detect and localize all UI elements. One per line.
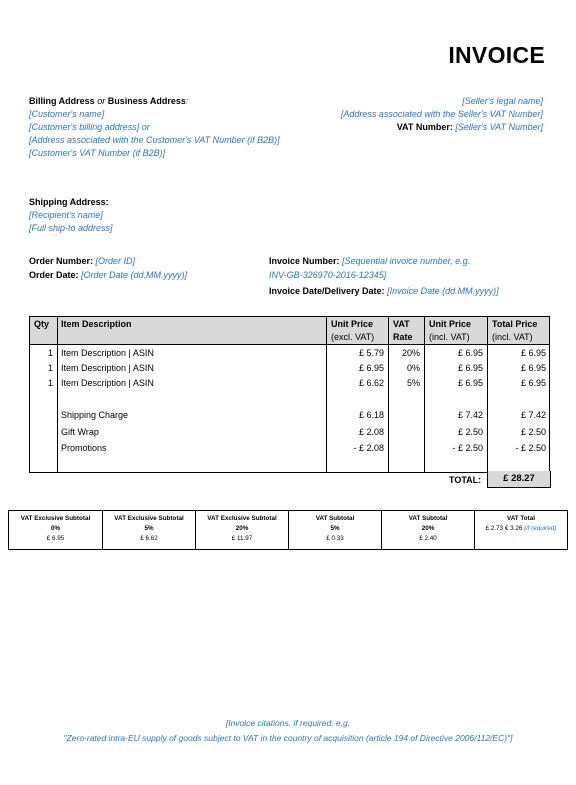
footer-citation-line1: [Invoice citations, if required, e.g.	[225, 718, 351, 728]
seller-address: [Address associated with the Seller's VAT Number]	[340, 109, 543, 119]
vat-summary-cell: VAT Exclusive Subtotal 0% £ 6.95	[20, 515, 91, 542]
header-unit-incl: Unit Price (incl. VAT)	[429, 319, 472, 342]
order-date-label: Order Date:	[29, 270, 79, 280]
vat-summary-cell: VAT Subtotal 20% £ 2.40	[408, 515, 448, 542]
vat-summary-cell: VAT Total £ 2.73 € 3.26 (if required)	[485, 515, 557, 532]
total-label: TOTAL:	[449, 475, 482, 485]
billing-line: [Address associated with the Customer's VAT Number (if B2B)]	[29, 135, 280, 145]
seller-vat-value: [Seller's VAT Number]	[455, 122, 543, 132]
invoice-date	[269, 285, 499, 298]
invoice-date-value: [Invoice Date (dd.MM.yyyy)]	[387, 286, 499, 296]
billing-line: [Customer's VAT Number (if B2B)]	[29, 148, 166, 158]
invoice-number-label: Invoice Number:	[269, 256, 340, 266]
invoice-number-value-cont: INV-GB-326970-2016-12345]	[269, 270, 387, 280]
shipping-line: [Full ship-to address]	[29, 223, 113, 233]
header-desc: Item Description	[61, 319, 132, 329]
invoice-number	[269, 255, 470, 268]
order-number-label: Order Number:	[29, 256, 94, 266]
vat-summary-cell: VAT Exclusive Subtotal 5% £ 6.62	[114, 515, 184, 542]
footer-citation-line2: "Zero-rated intra-EU supply of goods subject to VAT in the country of acquisition (article 194 of Directive 2006/112/EC)"]	[63, 733, 513, 743]
shipping-line: [Recipient's name]	[29, 210, 103, 220]
order-number	[29, 255, 135, 268]
invoice-date-label: Invoice Date/Delivery Date:	[269, 286, 385, 296]
header-unit-excl: Unit Price (excl. VAT)	[331, 319, 375, 342]
shipping-heading: Shipping Address:	[29, 197, 109, 207]
invoice-number-value: [Sequential invoice number, e.g.	[342, 256, 471, 266]
total-value: £ 28.27	[487, 471, 551, 488]
header-qty: Qty	[34, 319, 50, 329]
vat-summary-cell: VAT Subtotal 5% £ 0.33	[315, 515, 355, 542]
billing-heading-or: or	[94, 96, 108, 106]
items-table: Qty Item Description Unit Price (excl. VAT) VAT Rate Unit Price (incl. VAT) Total Price (incl. VAT) 1 Item Description | ASIN £ 5.79 20% £ 6.95 £ 6.95 1 Item Description | ASIN £ 6.95 0% £ 6.95 £ 6.95 1 Item Description | ASIN £ 6.62 5% £ 6.95 £ 6.95 Shipping Charge £ 6.18 £ 7.42 £ 7.42 Gift Wrap £ 2.08 £ 2.50 £ 2.50 Promotions - £ 2.08 - £ 2.50 - £ 2.50 TOTAL: £ 28.27	[29, 316, 550, 489]
order-date	[29, 269, 187, 282]
vat-summary-cell: VAT Exclusive Subtotal 20% £ 11.97	[207, 515, 277, 542]
billing-line: [Customer's billing address] or	[29, 122, 150, 132]
billing-heading	[29, 95, 188, 108]
invoice-title: INVOICE	[448, 42, 545, 68]
order-number-value: [Order ID]	[95, 256, 136, 266]
seller-name: [Seller's legal name]	[462, 96, 543, 106]
order-date-value: [Order Date (dd.MM.yyyy)]	[81, 270, 188, 280]
vat-summary-table	[8, 510, 568, 550]
header-vat-rate: VAT Rate	[393, 319, 413, 342]
vat-total-note: (if required)	[524, 525, 557, 532]
billing-heading-part1: Billing Address	[29, 96, 95, 106]
billing-heading-colon: :	[185, 96, 189, 106]
seller-vat-label: VAT Number:	[396, 122, 453, 132]
header-total: Total Price (incl. VAT)	[492, 319, 538, 342]
billing-line: [Customer's name]	[29, 109, 105, 119]
seller-vat	[397, 121, 543, 134]
billing-heading-part2: Business Address	[107, 96, 186, 106]
